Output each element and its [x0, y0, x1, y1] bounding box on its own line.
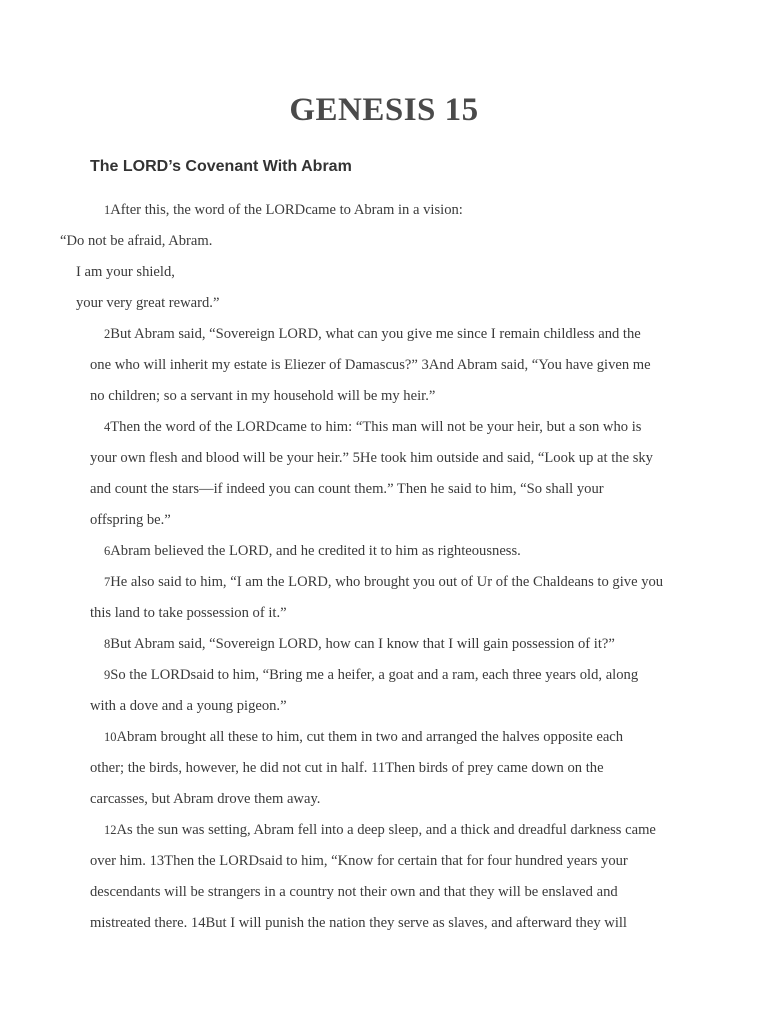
verse-number: 12 — [104, 823, 117, 837]
line-text: your very great reward.” — [76, 295, 220, 311]
line-text: no children; so a servant in my household will be my heir.” — [90, 388, 436, 404]
verse-number: 9 — [104, 668, 111, 682]
text-line — [90, 759, 604, 777]
text-line — [104, 728, 623, 746]
line-text: “Do not be afraid, Abram. — [60, 233, 213, 249]
line-text: mistreated there. 14But I will punish the nation they serve as slaves, and afterward they will — [90, 915, 627, 931]
line-text: Then the word of the LORDcame to him: “This man will not be your heir, but a son who is — [110, 419, 642, 435]
text-line — [60, 232, 212, 250]
text-line — [90, 604, 287, 622]
verse-number: 2 — [104, 327, 111, 341]
verse-number: 7 — [104, 575, 111, 589]
verse-number: 10 — [104, 730, 117, 744]
line-text: with a dove and a young pigeon.” — [90, 698, 287, 714]
verse-number: 1 — [104, 203, 111, 217]
page-title: GENESIS 15 — [289, 92, 479, 128]
text-line — [90, 356, 651, 374]
line-text: one who will inherit my estate is Eliezer of Damascus?” 3And Abram said, “You have given me — [90, 357, 651, 373]
text-line — [104, 573, 663, 591]
line-text: and count the stars—if indeed you can count them.” Then he said to him, “So shall your — [90, 481, 604, 497]
line-text: I am your shield, — [76, 264, 175, 280]
line-text: carcasses, but Abram drove them away. — [90, 791, 321, 807]
line-text: He also said to him, “I am the LORD, who brought you out of Ur of the Chaldeans to give you — [110, 574, 664, 590]
line-text: other; the birds, however, he did not cut in half. 11Then birds of prey came down on the — [90, 760, 604, 776]
text-line — [76, 263, 175, 281]
text-line — [104, 635, 615, 653]
line-text: over him. 13Then the LORDsaid to him, “Know for certain that for four hundred years your — [90, 853, 628, 869]
line-text: As the sun was setting, Abram fell into a deep sleep, and a thick and dreadful darkness came — [116, 822, 656, 838]
verse-number: 4 — [104, 420, 111, 434]
line-text: descendants will be strangers in a country not their own and that they will be enslaved and — [90, 884, 618, 900]
text-line — [90, 852, 628, 870]
section-heading: The LORD’s Covenant With Abram — [90, 158, 352, 175]
line-text: But Abram said, “Sovereign LORD, what can you give me since I remain childless and the — [110, 326, 641, 342]
line-text: this land to take possession of it.” — [90, 605, 287, 621]
line-text: offspring be.” — [90, 512, 171, 528]
text-line — [104, 418, 641, 436]
text-line — [90, 511, 171, 529]
text-line — [90, 697, 287, 715]
text-line — [104, 542, 521, 560]
text-line — [90, 790, 320, 808]
text-line — [104, 201, 463, 219]
text-line — [90, 449, 653, 467]
verse-number: 8 — [104, 637, 111, 651]
line-text: Abram believed the LORD, and he credited it to him as righteousness. — [110, 543, 521, 559]
text-line — [104, 666, 638, 684]
text-line — [90, 480, 604, 498]
line-text: Abram brought all these to him, cut them in two and arranged the halves opposite each — [116, 729, 624, 745]
text-line — [104, 821, 656, 839]
line-text: So the LORDsaid to him, “Bring me a heifer, a goat and a ram, each three years old, along — [110, 667, 639, 683]
line-text: But Abram said, “Sovereign LORD, how can I know that I will gain possession of it?” — [110, 636, 615, 652]
text-line — [90, 914, 627, 932]
text-line — [104, 325, 641, 343]
verse-number: 6 — [104, 544, 111, 558]
line-text: your own flesh and blood will be your heir.” 5He took him outside and said, “Look up at the sky — [90, 450, 653, 466]
text-line — [90, 883, 618, 901]
text-line — [90, 387, 435, 405]
text-line — [76, 294, 219, 312]
line-text: After this, the word of the LORDcame to Abram in a vision: — [110, 202, 463, 218]
